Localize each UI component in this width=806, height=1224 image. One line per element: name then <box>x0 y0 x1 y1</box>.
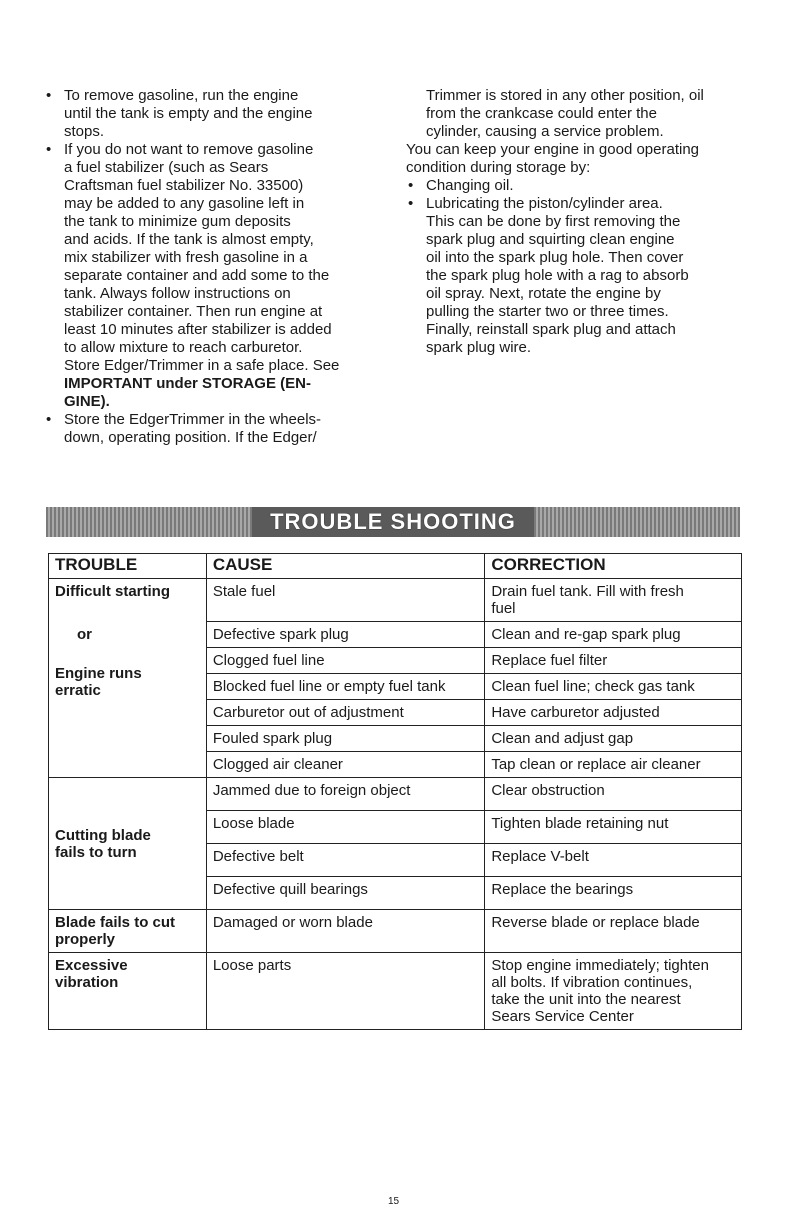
bullet-text: Store the EdgerTrimmer in the wheels- down, operating position. If the Edger/ <box>64 411 322 446</box>
correction-cell: Drain fuel tank. Fill with fresh fuel <box>485 579 742 622</box>
table-header-row <box>49 554 742 579</box>
table-row <box>49 910 742 953</box>
bullet-icon: • <box>46 141 52 158</box>
trouble-shooting-banner <box>46 507 740 537</box>
cause-cell: Defective belt <box>206 844 484 877</box>
correction-cell: Stop engine immediately; tighten all bolts. If vibration continues, take the unit into the nearest Sears Service Center <box>485 953 742 1030</box>
correction-cell: Tighten blade retaining nut <box>485 811 742 844</box>
bullet-bold-text: IMPORTANT under STORAGE (EN- GINE). <box>64 375 311 410</box>
correction-cell: Reverse blade or replace blade <box>485 910 742 953</box>
trouble-shooting-table <box>48 553 742 1030</box>
cause-cell: Clogged fuel line <box>206 648 484 674</box>
continuation-paragraph: Trimmer is stored in any other position, oil from the crankcase could enter the cylinder, causing a service problem. <box>426 87 704 140</box>
cause-cell: Fouled spark plug <box>206 726 484 752</box>
table-row <box>49 953 742 1030</box>
table-row <box>49 778 742 811</box>
correction-cell: Clean fuel line; check gas tank <box>485 674 742 700</box>
cause-cell: Damaged or worn blade <box>206 910 484 953</box>
correction-cell: Have carburetor adjusted <box>485 700 742 726</box>
header-trouble: TROUBLE <box>49 554 207 579</box>
bullet-lubricating <box>406 195 766 357</box>
cause-cell: Blocked fuel line or empty fuel tank <box>206 674 484 700</box>
cause-cell: Defective quill bearings <box>206 877 484 910</box>
or-label: or <box>77 626 92 643</box>
bullet-text: To remove gasoline, run the engine until the tank is empty and the engine stops. <box>64 87 313 140</box>
bullet-icon: • <box>408 177 414 194</box>
correction-cell: Clean and adjust gap <box>485 726 742 752</box>
correction-cell: Replace the bearings <box>485 877 742 910</box>
trouble-blade-fails-to-turn: Cutting blade fails to turn <box>49 778 207 910</box>
banner-title: TROUBLE SHOOTING <box>252 507 534 537</box>
right-column <box>406 87 766 357</box>
cause-cell: Defective spark plug <box>206 622 484 648</box>
table-row <box>49 579 742 622</box>
correction-cell: Clean and re-gap spark plug <box>485 622 742 648</box>
bullet-text: Changing oil. <box>426 177 514 194</box>
correction-cell: Replace V-belt <box>485 844 742 877</box>
trouble-excessive-vibration: Excessive vibration <box>49 953 207 1030</box>
trouble-difficult-starting: Difficult starting or Engine runs erratic <box>49 579 207 778</box>
cause-cell: Carburetor out of adjustment <box>206 700 484 726</box>
bullet-text: If you do not want to remove gasoline a fuel stabilizer (such as Sears Craftsman fuel stabilizer No. 33500) may be added to any gasoline left in the tank to minimize gum deposits and acids. If the tank is almost empty, mix stabilizer with fresh gasoline in a separate container and add some to the tank. Always follow instructions on stabilizer container. Then run engine at least 10 minutes after stabilizer is added to allow mixture to reach carburetor. Store Edger/Trimmer in a safe place. See <box>64 141 340 374</box>
bullet-icon: • <box>408 195 414 212</box>
left-column <box>44 87 394 447</box>
cause-cell: Loose parts <box>206 953 484 1030</box>
page-number: 15 <box>388 1196 400 1207</box>
cause-cell: Loose blade <box>206 811 484 844</box>
cause-cell: Jammed due to foreign object <box>206 778 484 811</box>
bullet-remove-gasoline <box>44 87 394 141</box>
correction-cell: Tap clean or replace air cleaner <box>485 752 742 778</box>
bullet-fuel-stabilizer <box>44 141 394 411</box>
header-cause: CAUSE <box>206 554 484 579</box>
bullet-changing-oil <box>406 177 766 195</box>
cause-cell: Stale fuel <box>206 579 484 622</box>
header-correction: CORRECTION <box>485 554 742 579</box>
bullet-text: Lubricating the piston/cylinder area. This can be done by first removing the spark plug and squirting clean engine oil into the spark plug hole. Then cover the spark plug hole with a rag to absorb oil spray. Next, rotate the engine by pulling the starter two or three times. Finally, reinstall spark plug and attach spark plug wire. <box>426 195 689 356</box>
bullet-store-position <box>44 411 394 447</box>
bullet-icon: • <box>46 87 52 104</box>
cause-cell: Clogged air cleaner <box>206 752 484 778</box>
correction-cell: Clear obstruction <box>485 778 742 811</box>
correction-cell: Replace fuel filter <box>485 648 742 674</box>
bullet-icon: • <box>46 411 52 428</box>
storage-intro: You can keep your engine in good operating condition during storage by: <box>406 141 700 176</box>
trouble-blade-fails-to-cut: Blade fails to cut properly <box>49 910 207 953</box>
